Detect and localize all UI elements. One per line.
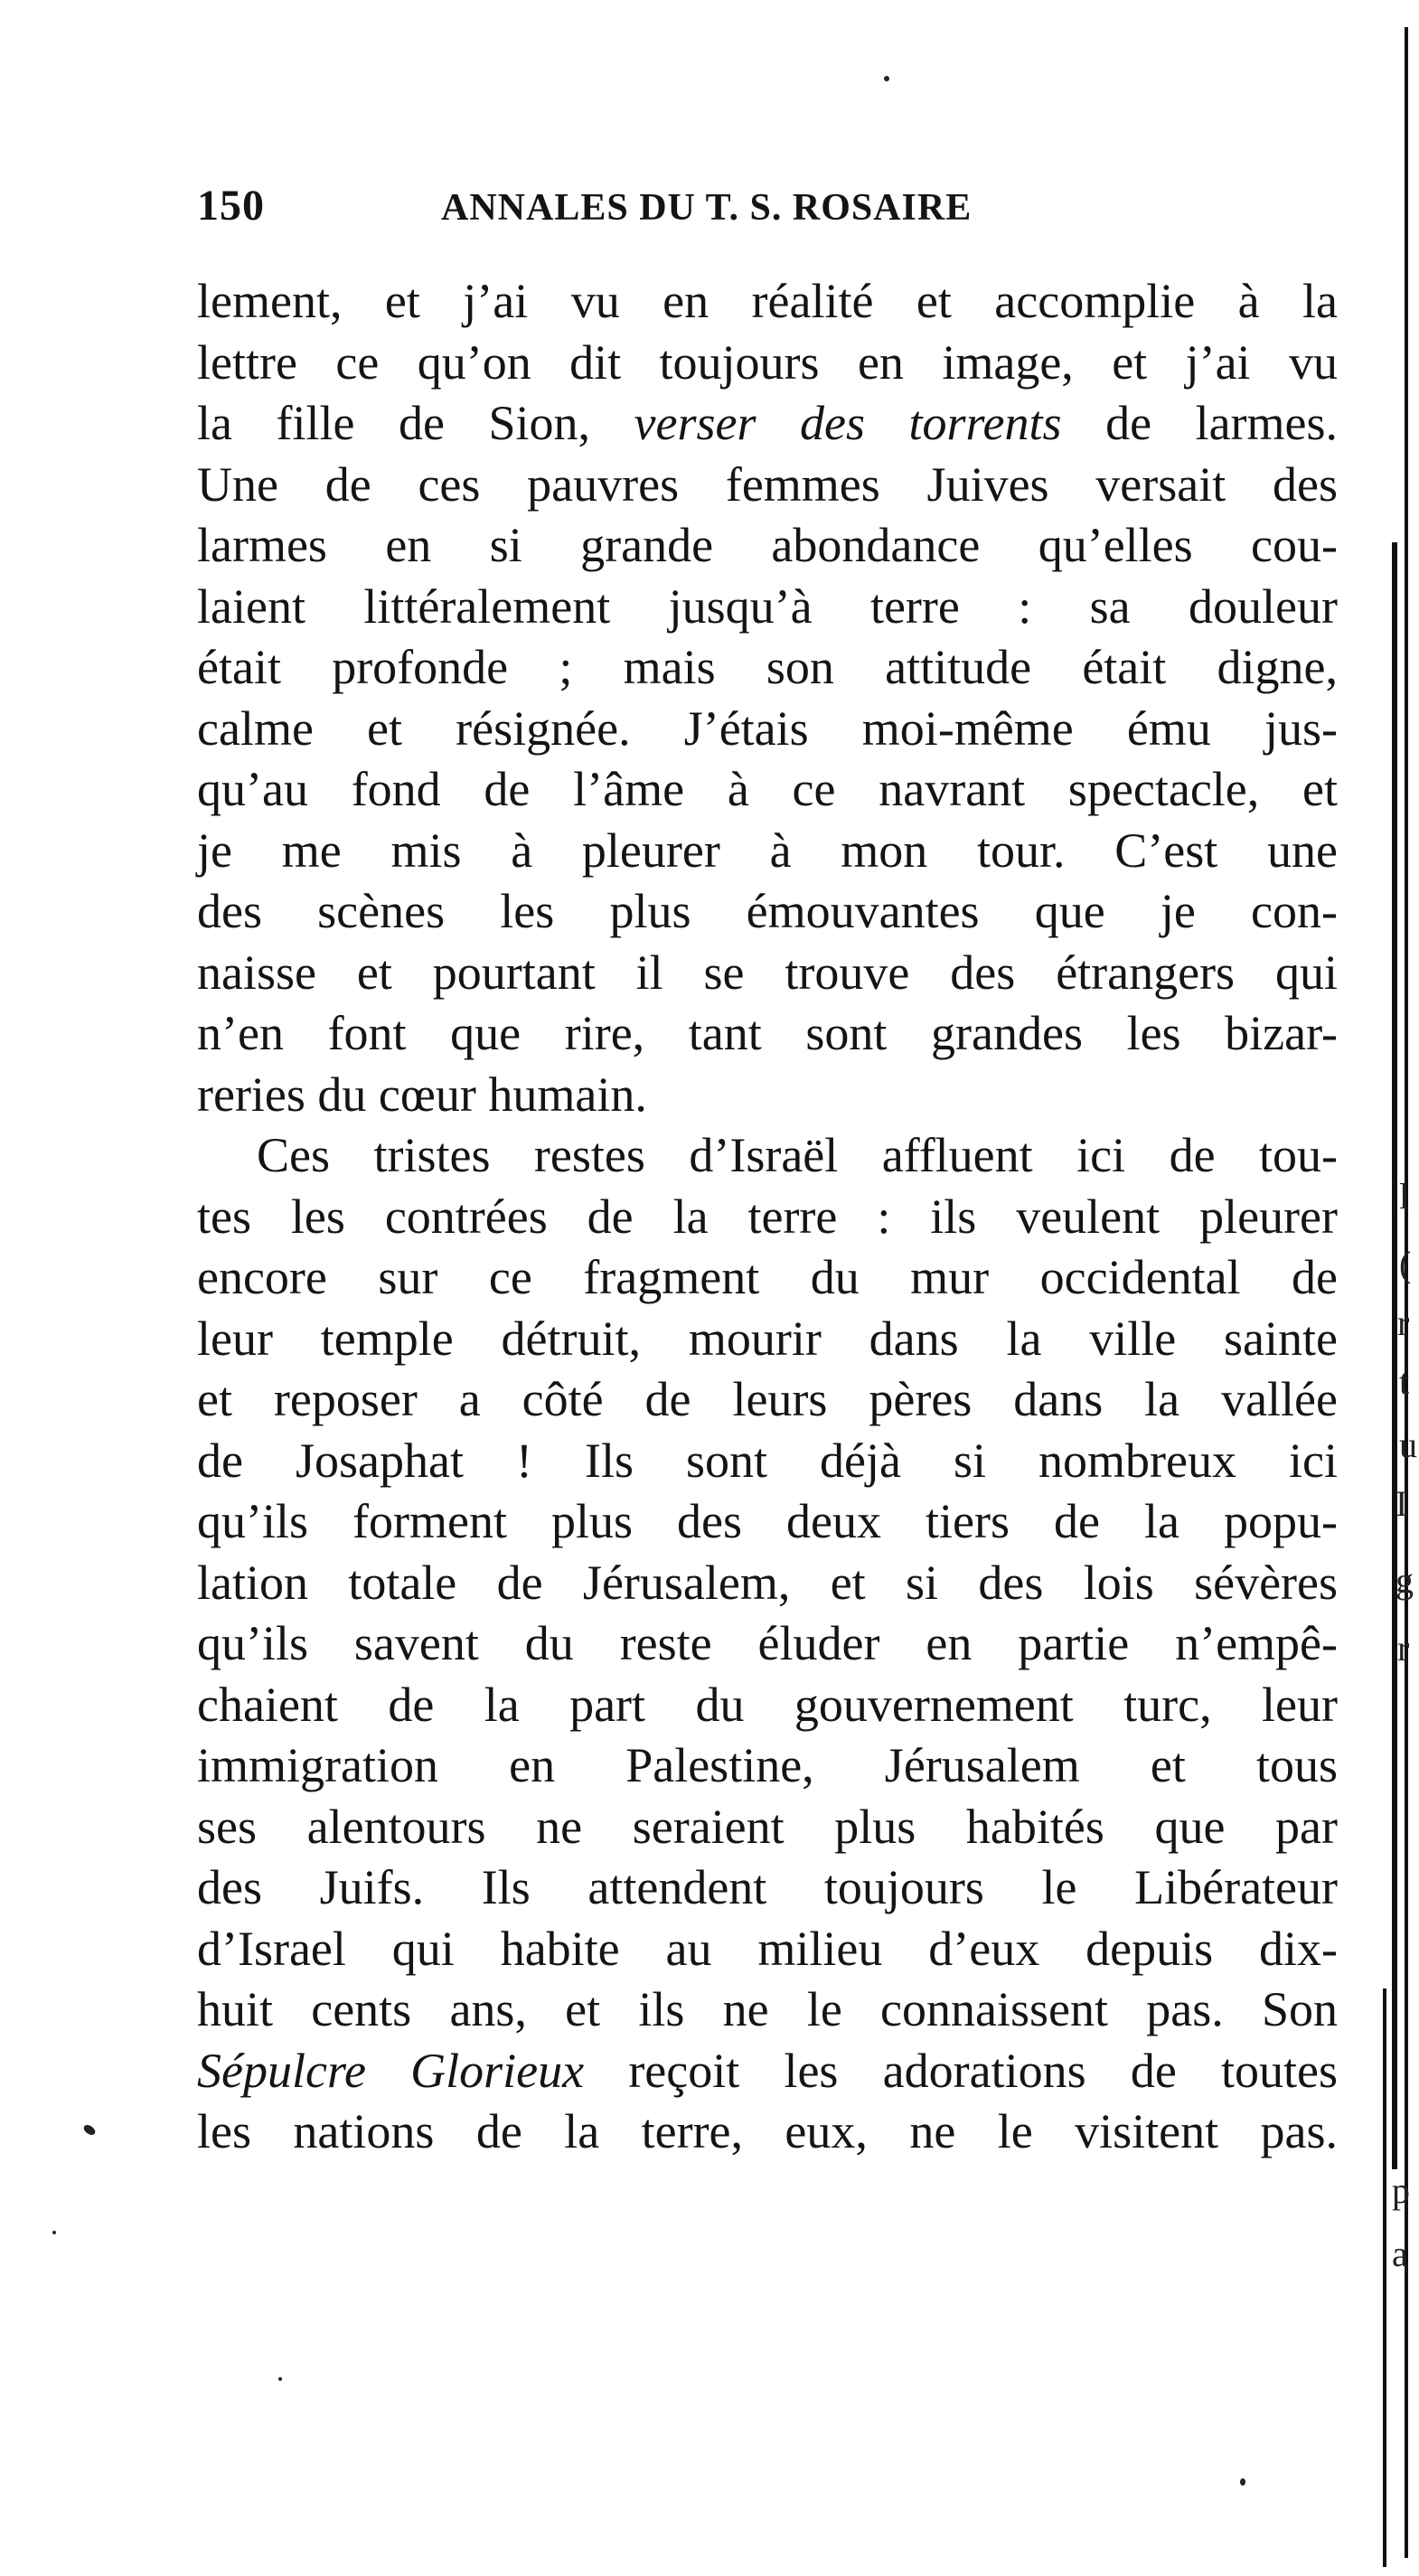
body-text (197, 271, 1338, 2163)
margin-fragment: g (1396, 1560, 1414, 1601)
text-line (197, 1125, 1338, 1187)
scan-edge-line (1383, 1988, 1386, 2567)
margin-fragment: t (1399, 1361, 1410, 1402)
text-line (197, 1431, 1338, 1492)
text-line (197, 699, 1338, 760)
text-line (197, 1857, 1338, 1919)
text-line (197, 1187, 1338, 1248)
text-segment: qu’ils forment plus des deux tiers de la popu- (197, 1494, 1338, 1548)
scan-edge-line (1392, 542, 1397, 2169)
text-segment: Une de ces pauvres femmes Juives versait des (197, 456, 1338, 512)
text-line (197, 1309, 1338, 1370)
text-segment: la fille de Sion, (197, 396, 634, 450)
text-line (197, 1675, 1338, 1736)
text-segment: de larmes. (1061, 396, 1339, 450)
text-line (197, 2101, 1338, 2163)
text-line (197, 821, 1338, 882)
text-line (197, 1247, 1338, 1309)
text-line (197, 333, 1338, 394)
text-segment: de Josaphat ! Ils sont déjà si nombreux ici (197, 1433, 1338, 1488)
text-segment: chaient de la part du gouvernement turc, leur (197, 1677, 1338, 1732)
text-line (197, 1491, 1338, 1553)
text-segment: et reposer a côté de leurs pères dans la vallée (197, 1372, 1338, 1426)
text-line (197, 759, 1338, 821)
text-line (197, 1003, 1338, 1065)
text-segment: leur temple détruit, mourir dans la ville sainte (197, 1311, 1338, 1366)
text-line (197, 1553, 1338, 1614)
scan-speck (82, 2123, 98, 2137)
text-segment: encore sur ce fragment du mur occidental de (197, 1250, 1338, 1304)
text-segment: lation totale de Jérusalem, et si des lois sévères (197, 1555, 1338, 1610)
margin-fragment: a (1392, 2233, 1408, 2274)
text-segment: lement, et j’ai vu en réalité et accomplie à la (197, 274, 1338, 328)
margin-fragment: r (1397, 1628, 1410, 1669)
text-segment: reries du cœur humain. (197, 1067, 647, 1122)
scan-speck (884, 76, 889, 81)
text-segment: immigration en Palestine, Jérusalem et tous (197, 1738, 1338, 1792)
text-line (197, 455, 1338, 516)
text-segment: des scènes les plus émouvantes que je con- (197, 884, 1338, 938)
margin-fragment: u (1399, 1424, 1417, 1465)
text-line (197, 943, 1338, 1004)
text-segment: ses alentours ne seraient plus habités que par (197, 1799, 1338, 1854)
margin-fragment: I (1396, 1483, 1408, 1524)
text-segment: les nations de la terre, eux, ne le visitent pas. (197, 2104, 1338, 2158)
running-title: ANNALES DU T. S. ROSAIRE (441, 187, 973, 229)
text-line (197, 577, 1338, 638)
text-segment: d’Israel qui habite au milieu d’eux depuis dix- (197, 1921, 1338, 1976)
page-header (197, 181, 1110, 244)
text-line (197, 1919, 1338, 1980)
margin-fragment: r (1397, 1302, 1410, 1343)
text-segment: naisse et pourtant il se trouve des étrangers qui (197, 945, 1338, 1000)
italic-segment: Sépulcre Glorieux (197, 2043, 585, 2098)
text-line (197, 1735, 1338, 1797)
text-line (197, 1979, 1338, 2041)
text-segment: qu’ils savent du reste éluder en partie n’empê- (197, 1616, 1338, 1670)
text-segment: laient littéralement jusqu’à terre : sa douleur (197, 578, 1338, 634)
text-segment: calme et résignée. J’étais moi-même ému jus- (197, 700, 1338, 756)
text-line (197, 637, 1338, 699)
text-segment: Ces tristes restes d’Israël affluent ici de tou- (257, 1128, 1338, 1182)
text-line (197, 1613, 1338, 1675)
text-segment: qu’au fond de l’âme à ce navrant spectacle, et (197, 762, 1338, 816)
margin-fragment: p (1392, 2170, 1410, 2211)
text-segment: tes les contrées de la terre : ils veulent pleurer (197, 1189, 1338, 1244)
italic-segment: verser des torrents (634, 396, 1062, 450)
text-segment: je me mis à pleurer à mon tour. C’est une (197, 823, 1338, 878)
margin-fragment: l (1399, 1176, 1410, 1217)
text-line (197, 1369, 1338, 1431)
text-line (197, 393, 1338, 455)
text-segment: était profonde ; mais son attitude était digne, (197, 640, 1338, 694)
scan-speck (52, 2231, 56, 2234)
scan-speck (1240, 2478, 1245, 2486)
text-line (197, 1065, 1338, 1126)
text-line (197, 271, 1338, 333)
text-line (197, 881, 1338, 943)
text-segment: huit cents ans, et ils ne le connaissent pas. Son (197, 1982, 1338, 2036)
scan-speck (278, 2377, 282, 2381)
text-line (197, 515, 1338, 577)
text-line (197, 1797, 1338, 1858)
text-segment: reçoit les adorations de toutes (584, 2043, 1338, 2098)
page-number: 150 (197, 182, 265, 230)
text-segment: larmes en si grande abondance qu’elles cou- (197, 518, 1338, 572)
text-segment: des Juifs. Ils attendent toujours le Libérateur (197, 1860, 1338, 1914)
text-segment: n’en font que rire, tant sont grandes les bizar- (197, 1006, 1338, 1060)
text-segment: lettre ce qu’on dit toujours en image, et j’ai vu (197, 334, 1338, 390)
text-line (197, 2041, 1338, 2102)
margin-fragment: ( (1399, 1244, 1412, 1284)
